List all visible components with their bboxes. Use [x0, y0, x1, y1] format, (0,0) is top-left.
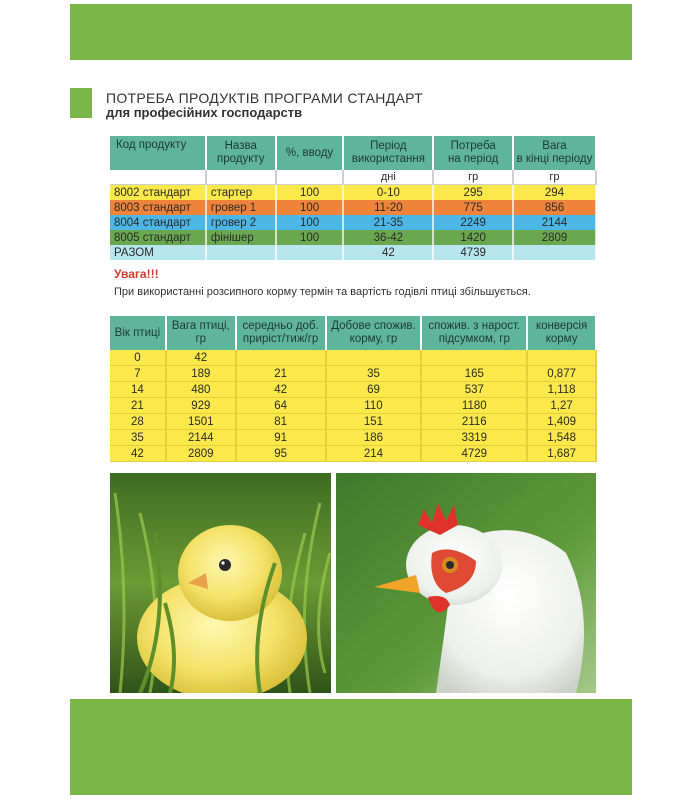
- units-row: дні гр гр: [110, 170, 596, 185]
- col-header: Назва продукту: [206, 136, 276, 170]
- warning-title: Увага!!!: [114, 267, 159, 281]
- col-header: %, вводу: [276, 136, 344, 170]
- total-row: РАЗОМ 42 4739: [110, 245, 596, 260]
- warning-text: При використанні розсипного корму термін та вартість годівлі птиці збільшується.: [114, 286, 531, 298]
- col-header: спожив. з нарост. підсумком, гр: [421, 316, 527, 350]
- col-header: Вага в кінці періоду: [513, 136, 596, 170]
- col-header: середньо доб. приріст/тиж/гр: [236, 316, 326, 350]
- table-row: 21 929 64 110 1180 1,27: [110, 398, 596, 414]
- col-header: Код продукту: [110, 136, 206, 170]
- table-row: 35 2144 91 186 3319 1,548: [110, 430, 596, 446]
- table-row: 8003 стандарт гровер 1 100 11-20 775 856: [110, 200, 596, 215]
- table-row: 42 2809 95 214 4729 1,687: [110, 446, 596, 462]
- col-header: конверсія корму: [527, 316, 596, 350]
- product-needs-table: [110, 136, 597, 260]
- table-row: 0 42: [110, 350, 596, 366]
- table-row: 28 1501 81 151 2116 1,409: [110, 414, 596, 430]
- bottom-green-band: [70, 699, 632, 795]
- table-row: 8005 стандарт фінішер 100 36-42 1420 2809: [110, 230, 596, 245]
- page-title: ПОТРЕБА ПРОДУКТІВ ПРОГРАМИ СТАНДАРТ: [106, 90, 423, 106]
- chick-photo: [110, 473, 331, 693]
- table-row: 8004 стандарт гровер 2 100 21-35 2249 2144: [110, 215, 596, 230]
- table-row: 14 480 42 69 537 1,118: [110, 382, 596, 398]
- table-header-row: [110, 316, 596, 350]
- section-marker: [70, 88, 92, 118]
- page-subtitle: для професійних господарств: [106, 105, 303, 120]
- growth-table: [110, 316, 597, 462]
- top-green-band: [70, 4, 632, 60]
- table-header-row: [110, 136, 596, 170]
- table-row: 8002 стандарт стартер 100 0-10 295 294: [110, 185, 596, 201]
- table-row: 7 189 21 35 165 0,877: [110, 366, 596, 382]
- col-header: Вік птиці: [110, 316, 166, 350]
- col-header: Потреба на період: [433, 136, 513, 170]
- col-header: Вага птиці, гр: [166, 316, 236, 350]
- hen-photo: [336, 473, 596, 693]
- col-header: Період використання: [343, 136, 433, 170]
- col-header: Добове спожив. корму, гр: [326, 316, 422, 350]
